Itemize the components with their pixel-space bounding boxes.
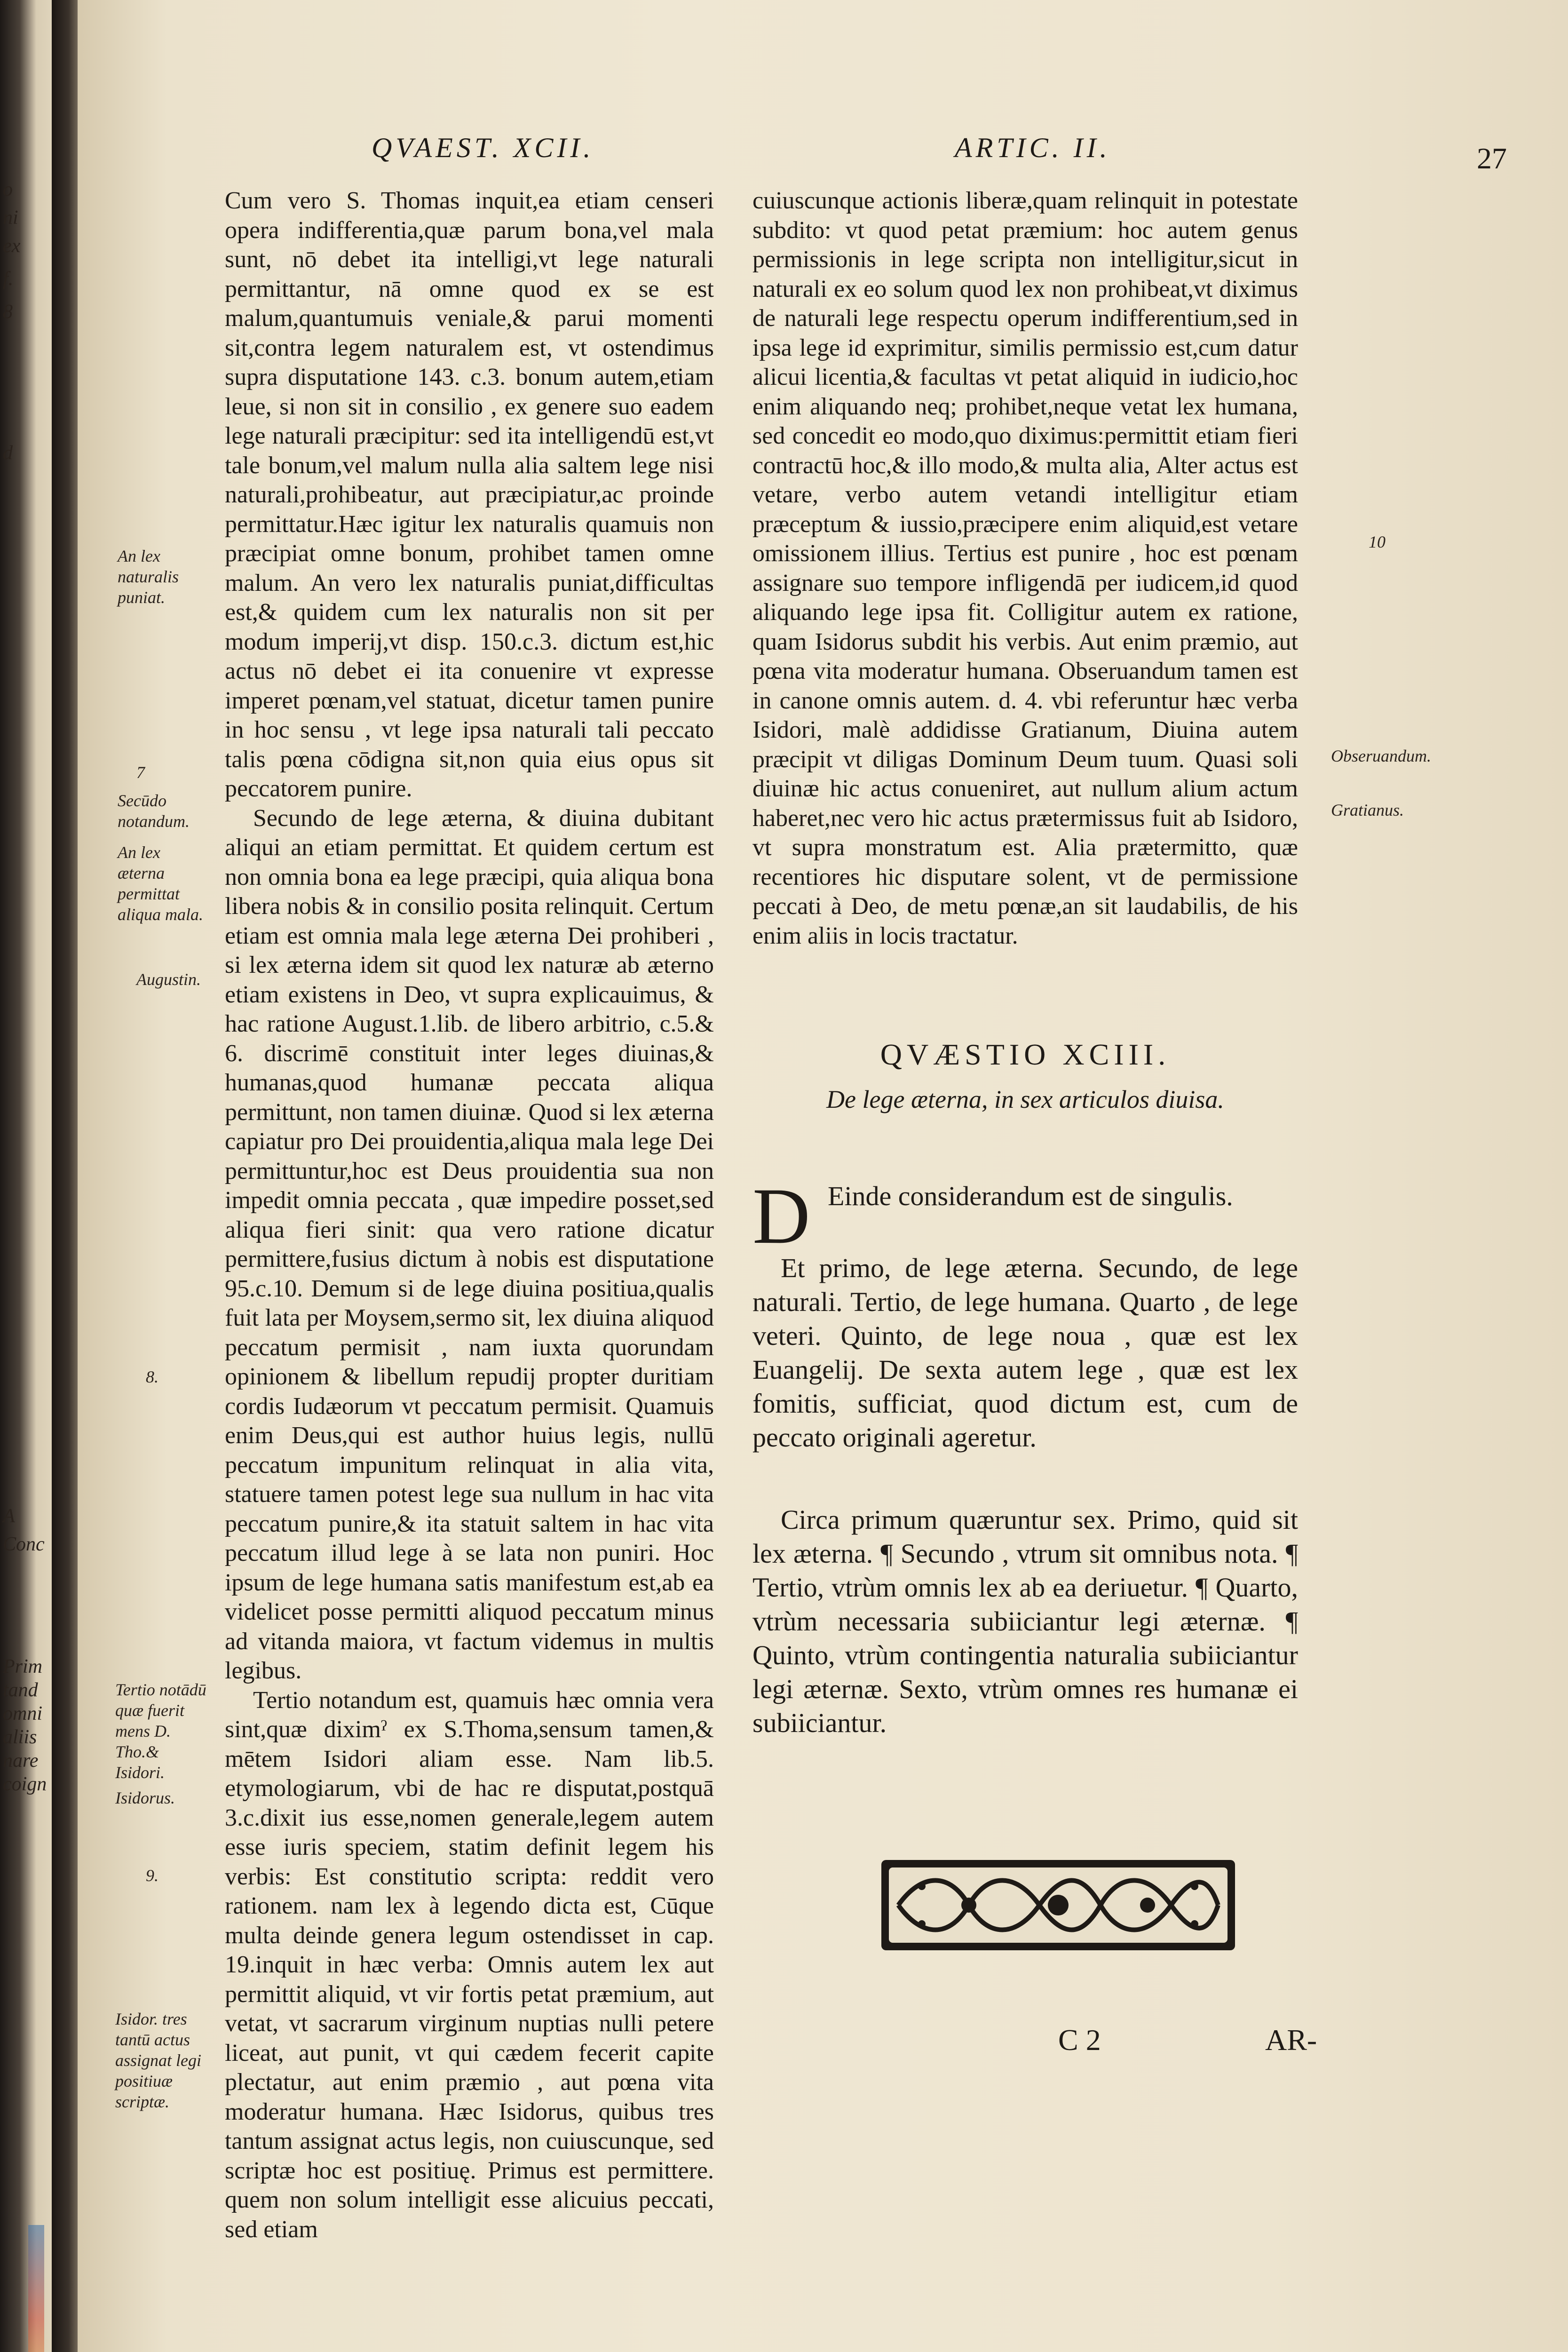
- margin-note: 10: [1369, 532, 1386, 551]
- question-title: QVÆSTIO XCIII.: [880, 1038, 1171, 1071]
- page-number: 27: [1477, 142, 1507, 175]
- question-articles: Circa primum quæruntur sex. Primo, quid sit lex æterna. ¶ Secundo , vtrum sit omnibus nota. ¶ Tertio, vtrùm omnis lex ab ea deriuetur. ¶ Quarto, vtrùm necessaria subiiciantur legi æternæ. ¶ Quinto, vtrùm contingentia naturalia subiiciantur legi æternæ. Sexto, vtrùm omnes res humanæ ei subiiciantur.: [752, 1504, 1298, 1738]
- running-head-left: QVAEST. XCII.: [372, 132, 594, 163]
- drop-cap: D: [752, 1172, 810, 1260]
- question-intro: Einde considerandum est de singulis.: [828, 1181, 1233, 1211]
- margin-note: 7: [136, 763, 145, 782]
- margin-note: Tertio notādū quæ fuerit mens D. Tho.& Isidori.: [115, 1680, 206, 1782]
- edge-fragment: d: [3, 442, 13, 464]
- catchword: AR-: [1265, 2023, 1317, 2057]
- edge-fragment: A: [3, 1505, 15, 1527]
- decorative-ornament: [879, 1858, 1237, 1952]
- edge-fragment: ex: [3, 235, 21, 257]
- running-head-right: ARTIC. II.: [955, 132, 1111, 163]
- margin-note: Isidor. tres tantū actus assignat legi positiuæ scriptæ.: [115, 2010, 202, 2111]
- left-column-text: [225, 186, 714, 2244]
- question-enumeration: Et primo, de lege æterna. Secundo, de lege naturali. Tertio, de lege humana. Quarto , de lege veteri. Quinto, de lege noua , quæ est lex Euangelij. De sexta autem lege , quæ est lex fomitis, sufficiat, quod dictum est, cum de peccato originali ageretur.: [752, 1253, 1298, 1453]
- edge-fragment: tand: [3, 1679, 38, 1701]
- paragraph: cuiuscunque actionis liberæ,quam relinquit in potestate subdito: vt quod petat præmium: hoc autem genus permissionis in lege scripta non intelligitur,sicut in naturali ex eo solum quod lex non prohibeat,vt diximus de naturali lege respectu operum indifferentium,sed in ipsa lege id exprimitur, similis permissio est,cum datur alicui licentia,& facultas vt petat aliquid in iudicio,hoc enim aliquando neq; prohibet,neque vetat lex humana, sed concedit eo modo,quo diximus:permittit etiam fieri contractū hoc,& illo modo,& multa alia, Alter actus est vetare, verbo autem vetandi intelligitur etiam præceptum & iussio,præcipere enim aliquid,est vetare omissionem illius. Tertius est punire , hoc est pœnam assignare suo tempore infligendā per iudicem,id quod aliquando lege ipsa fit. Colligitur autem ex ratione, quam Isidorus subdit his verbis. Aut enim præmio, aut pœna vita moderatur humana. Obseruandum tamen est in canone omnis autem. d. 4. vbi referuntur hæc verba Isidori, malè addidisse Gratianum, Diuina autem præcipit vt diligas Dominum Deum tuum. Quasi soli diuinæ hic actus conueniret, aut nullum alium actum haberet,nec vero hic actus prætermissus fuit ab Isidoro, vt supra monstratum est. Alia prætermitto, quæ recentiores hic disputare solent, vt de permissione peccati à Deo, de metu pœnæ,an sit laudabilis, de his enim aliis in locis tractatur.: [752, 187, 1298, 949]
- margin-note: An lex æterna permittat aliqua mala.: [118, 843, 204, 924]
- edge-fragment: nare: [3, 1750, 39, 1772]
- signature-mark: C 2: [1058, 2023, 1101, 2057]
- margin-note: Gratianus.: [1331, 801, 1404, 819]
- edge-fragment: Conc: [3, 1534, 45, 1555]
- margin-note: Isidorus.: [115, 1788, 175, 1807]
- edge-fragment: f.: [3, 268, 14, 290]
- margin-note: 9.: [146, 1866, 158, 1885]
- right-column-text: [752, 186, 1298, 951]
- margin-note: An lex naturalis puniat.: [118, 547, 179, 607]
- edge-fragment: omni: [3, 1703, 42, 1724]
- edge-fragment: Prim: [3, 1656, 42, 1677]
- color-calibration-strip: [28, 2225, 44, 2352]
- edge-fragment: o: [3, 179, 13, 200]
- paragraph: Cum vero S. Thomas inquit,ea etiam censeri opera indifferentia,quæ parum bona,vel mala sunt, nō debet ita intelligi,vt lege naturali permittantur, nā omne quod ex se est malum,quantumuis veniale,& parui momenti sit,contra legem naturalem est, vt ostendimus supra disputatione 143. c.3. bonum autem,etiam leue, si non sit in consilio , ex genere suo eadem lege naturali præcipitur: sed ita intelligendū est,vt tale bonum,vel malum nulla alia saltem lege nisi naturali,prohibeatur, aut præcipiatur,ac proinde permittatur.Hæc igitur lex naturalis quamuis non præcipiat omne bonum, prohibet tamen omne malum. An vero lex naturalis puniat,difficultas est,& quidem cum lex naturalis non sit per modum imperij,vt disp. 150.c.3. dictum est,hic actus nō debet ei ita conuenire vt expresse imperet pœnam,vel statuat, dicetur tamen punire in hoc sensu , vt lege ipsa naturali tali peccato talis pœna cōdigna sit,non quia eius opus sit peccatorem punire.: [225, 187, 714, 802]
- margin-note: Secūdo notandum.: [118, 791, 190, 831]
- margin-note: Augustin.: [136, 970, 201, 989]
- edge-fragment: aliis: [3, 1726, 37, 1748]
- paragraph: Tertio notandum est, quamuis hæc omnia vera sint,quæ diximˀ ex S.Thoma,sensum tamen,& mētem Isidori aliam esse. Nam lib.5. etymologiarum, vbi de hac re disputat,postquā 3.c.dixit ius esse,nomen generale,legem autem esse iuris speciem, statim definit legem his verbis: Est constitutio scripta: reddit vero rationem. nam lex à legendo dicta est, Cūque multa deinde genera legum ostendisset in cap. 19.inquit in hæc verba: Omnis autem lex aut permittit aliquid, vt vir fortis petat præmium, aut vetat, vt sacrarum virginum nuptias nulli petere liceat, aut punit, vt qui cædem fecerit capite plectatur, aut enim præmio , aut pœna vita moderatur humana. Hæc Isidorus, quibus tres tantum assignat actus legis, non cuiuscunque, sed scriptæ hoc est positiuę. Primus est permittere. quem non solum intelligit esse alicuius peccati, sed etiam: [225, 1686, 714, 2243]
- margin-note: Obseruandum.: [1331, 747, 1431, 765]
- edge-fragment: 8: [3, 301, 13, 323]
- edge-fragment: ni: [3, 207, 18, 229]
- question-subtitle: De lege æterna, in sex articulos diuisa.: [826, 1085, 1224, 1113]
- paragraph: Secundo de lege æterna, & diuina dubitant aliqui an etiam permittat. Et quidem certum est non omnia bona ea lege præcipi, quia aliqua bona libera nobis & in consilio posita relinquit. Certum etiam est omnia mala lege æterna Dei prohiberi , si lex æterna idem sit quod lex naturæ ab æterno etiam existens in Deo, vt supra explicauimus, & hac ratione August.1.lib. de libero arbitrio, c.5.& 6. discrimē constituit inter leges diuinas,& humanas,quod humanæ peccata aliqua permittunt, non tamen diuinæ. Quod si lex æterna capiatur pro Dei prouidentia,aliqua mala lege Dei permittuntur,hoc est Deus prouidentia sua non impedit omnia peccata , quæ impedire posset,sed aliqua fieri sinit: qua vero ratione dicatur permittere,fusius dictum à nobis est disputatione 95.c.10. Demum si de lege diuina positiua,qualis fuit lata per Moysem,sermo sit, lex diuina aliquod peccatum permisit , nam iuxta quorundam opinionem & libellum repudij propter duritiam cordis Iudæorum vt peccatum permisit. Quamuis enim Deus,qui est author huius legis, nullū peccatum impunitum relinquat in alia vita, statuere tamen potest lege sua nullum in hac vita peccatum punire,& ita statuit saltem in hac vita peccatum illud lege à se lata non puniri. Hoc ipsum de lege humana satis manifestum est,ab ea videlicet posse permitti aliquod peccatum minus ad vitanda maiora, vt factum videmus in multis legibus.: [225, 804, 714, 1684]
- edge-fragment: coign: [3, 1773, 47, 1795]
- margin-note: 8.: [146, 1367, 158, 1386]
